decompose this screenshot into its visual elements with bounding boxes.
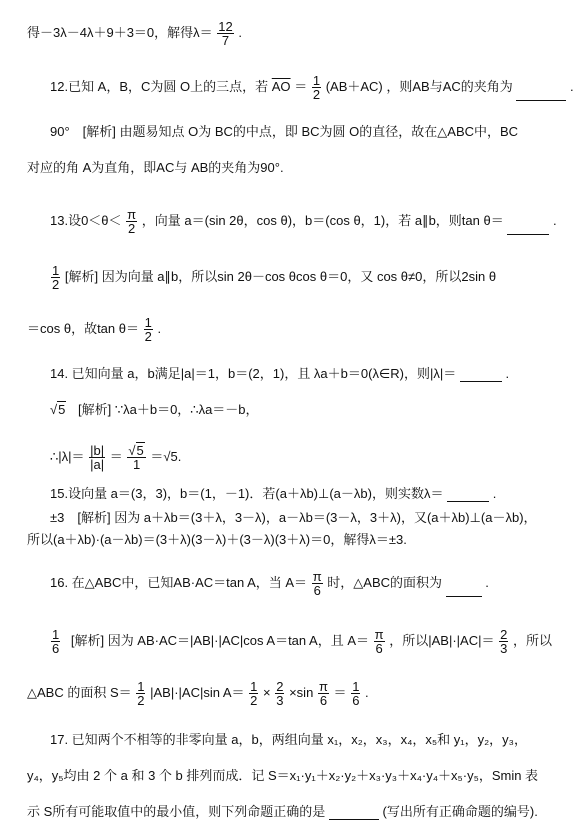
q13-fraction: $\frac{\pi}{2}$ xyxy=(127,207,137,236)
q17-line-3: 示 S所有可能取值中的最小值，则下列命题正确的是 (写出所有正确命题的编号). xyxy=(27,804,538,819)
top-line: 得－3λ－4λ＋9＋3＝0，解得λ＝ $\frac{12}{7}$ . xyxy=(27,19,242,48)
q14-answer-1: √5 [解析] ∵λa＋b＝0，∴λa＝－b， xyxy=(50,402,259,417)
q14-answer-2: ∴|λ|＝ $\frac{|b|}{|a|}$ ＝ $\frac{√5}{1}$ ＝√5. xyxy=(50,443,182,472)
answer-blank xyxy=(329,819,379,820)
q15-stem: 15.设向量 a＝(3，3)，b＝(1，－1)．若(a＋λb)⊥(a－λb)，则实数λ＝ . xyxy=(50,486,497,501)
q16-answer-2: △ABC 的面积 S＝ $\frac{1}{2}$ |AB|·|AC|sin A＝ $\frac{1}{2}$ × $\frac{2}{3}$ ×sin $\frac{\pi}{6}$ ＝ $\frac{1}{6}$ . xyxy=(27,679,369,708)
answer-blank xyxy=(446,596,482,597)
q12-answer-2: 对应的角 A为直角，即AC与 AB的夹角为90°. xyxy=(27,160,284,175)
q15-answer-2: 所以(a＋λb)·(a－λb)＝(3＋λ)(3－λ)＋(3－λ)(3＋λ)＝0，解得λ＝±3. xyxy=(27,532,407,547)
q16-answer-1: $\frac{1}{6}$ [解析] 因为 AB·AC＝|AB|·|AC|cos A＝tan A，且 A＝ $\frac{\pi}{6}$ ，所以|AB|·|AC|＝ $\frac{2}{3}$ ，所以 xyxy=(52,627,552,656)
q13-answer-1: $\frac{1}{2}$ [解析] 因为向量 a∥b，所以sin 2θ－cos θcos θ＝0，又 cos θ≠0，所以2sin θ xyxy=(52,263,497,292)
q13-stem: 13.设0＜θ＜ $\frac{\pi}{2}$ ，向量 a＝(sin 2θ，cos θ)，b＝(cos θ，1)，若 a∥b，则tan θ＝ . xyxy=(50,207,557,236)
q16-stem: 16. 在△ABC中，已知AB·AC＝tan A，当 A＝ $\frac{\pi}{6}$ 时，△ABC的面积为 . xyxy=(50,569,489,598)
answer-blank xyxy=(460,381,502,382)
top-text: 得－3λ－4λ＋9＋3＝0，解得λ＝ xyxy=(27,24,213,40)
answer-blank xyxy=(507,234,549,235)
q12-answer-1: 90° [解析] 由题易知点 O为 BC的中点，即 BC为圆 O的直径，故在△ABC中，BC xyxy=(50,124,519,139)
q17-line-2: y₄，y₅均由 2 个 a 和 3 个 b 排列而成．记 S＝x₁·y₁＋x₂·y₂＋x₃·y₃＋x₄·y₄＋x₅·y₅，Smin 表 xyxy=(27,768,539,783)
q17-line-1: 17. 已知两个不相等的非零向量 a，b，两组向量 x₁，x₂，x₃，x₄，x₅和 y₁，y₂，y₃， xyxy=(50,732,527,747)
q12-fraction: $\frac{1}{2}$ xyxy=(312,73,321,102)
answer-blank xyxy=(447,501,489,502)
answer-blank xyxy=(516,100,566,101)
q15-answer-1: ±3 [解析] 因为 a＋λb＝(3＋λ，3－λ)，a－λb＝(3－λ，3＋λ)，又(a＋λb)⊥(a－λb)， xyxy=(50,510,537,525)
q13-answer-2: ＝cos θ，故tan θ＝ $\frac{1}{2}$ . xyxy=(27,315,162,344)
q14-stem: 14. 已知向量 a，b满足|a|＝1，b＝(2，1)，且 λa＋b＝0(λ∈R)，则|λ|＝ . xyxy=(50,366,510,381)
top-fraction: $\frac{12}{7}$ xyxy=(218,19,233,48)
q12-stem: 12.已知 A，B，C为圆 O上的三点，若 $\overline{AO}$ ＝ $\frac{1}{2}$ (AB＋AC) ，则AB与AC的夹角为 . xyxy=(50,73,574,102)
q13-answer-fraction: $\frac{1}{2}$ xyxy=(52,263,60,292)
